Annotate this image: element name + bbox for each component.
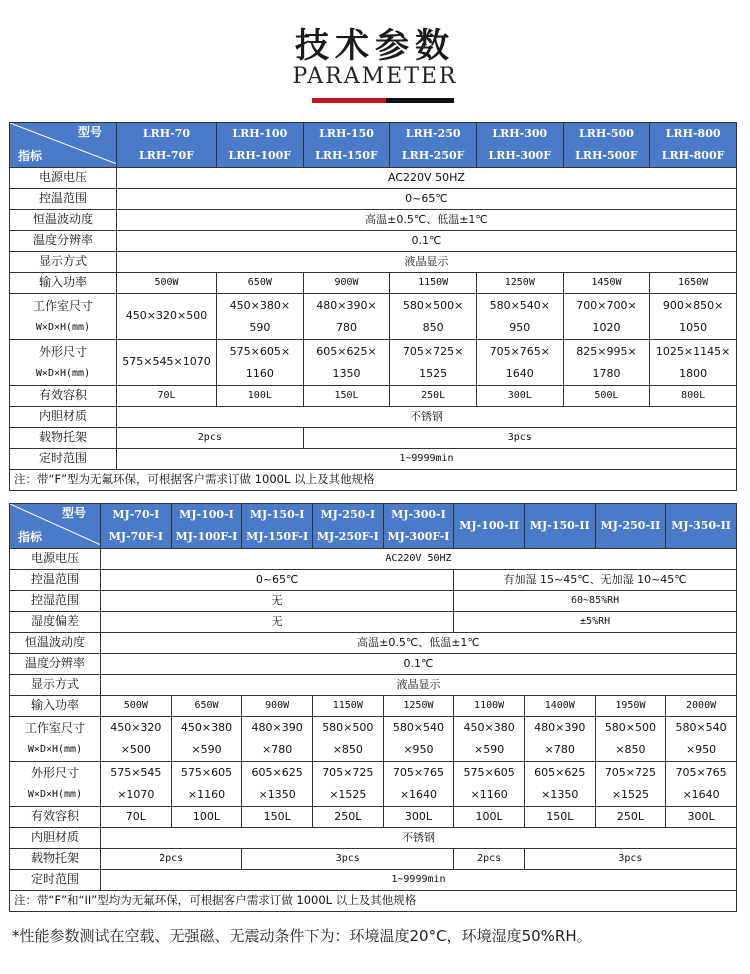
cell-value: 不锈钢	[101, 828, 737, 849]
cell-value: 1150W	[312, 696, 383, 717]
cell-value: 800L	[650, 386, 737, 407]
row-label: 内胆材质	[10, 828, 101, 849]
row-label: 控湿范围	[10, 591, 101, 612]
cell-value: 100L	[454, 807, 525, 828]
cell-value: 900×850× 1050	[650, 294, 737, 340]
row-label: 显示方式	[10, 675, 101, 696]
cell-value: 605×625 ×1350	[524, 762, 595, 807]
model-header: MJ-70-I MJ-70F-I	[101, 504, 172, 549]
cell-value: 580×500 ×850	[312, 717, 383, 762]
model-header: LRH-500 LRH-500F	[563, 123, 650, 168]
spec-table-mj	[9, 503, 736, 912]
cell-value: 250L	[312, 807, 383, 828]
cell-value: 705×765 ×1640	[666, 762, 737, 807]
cell-value: 250L	[390, 386, 477, 407]
cell-value: 不锈钢	[117, 407, 737, 428]
row-label: 温度分辨率	[10, 654, 101, 675]
page-title: 技术参数	[295, 26, 455, 66]
cell-value: 100L	[171, 807, 242, 828]
row-label: 定时范围	[10, 870, 101, 891]
table-corner	[10, 123, 117, 168]
model-header: MJ-100-I MJ-100F-I	[171, 504, 242, 549]
model-header: LRH-70 LRH-70F	[117, 123, 217, 168]
cell-value: 450×380× 590	[217, 294, 304, 340]
table-note: 注：带“F”和“II”型均为无氟环保，可根据客户需求订做 1000L 以上及其他规格	[10, 891, 737, 912]
cell-value: 575×605 ×1160	[171, 762, 242, 807]
model-header: LRH-150 LRH-150F	[303, 123, 390, 168]
cell-value: 700×700× 1020	[563, 294, 650, 340]
cell-value: 705×725× 1525	[390, 340, 477, 386]
row-label: 有效容积	[10, 386, 117, 407]
cell-value: 100L	[217, 386, 304, 407]
cell-value: 无	[101, 612, 454, 633]
cell-value: 705×765 ×1640	[383, 762, 454, 807]
table-note: 注：带“F”型为无氟环保，可根据客户需求订做 1000L 以上及其他规格	[10, 470, 737, 491]
row-label: 湿度偏差	[10, 612, 101, 633]
cell-value: 2pcs	[101, 849, 242, 870]
cell-value: 1150W	[390, 273, 477, 294]
cell-value: 1650W	[650, 273, 737, 294]
cell-value: 450×380 ×590	[454, 717, 525, 762]
cell-value: 500L	[563, 386, 650, 407]
row-label: 内胆材质	[10, 407, 117, 428]
cell-value: 高温±0.5℃、低温±1℃	[101, 633, 737, 654]
row-label: 温度分辨率	[10, 231, 117, 252]
table-corner	[10, 504, 101, 549]
model-header: MJ-250-II	[595, 504, 666, 549]
cell-value: 1250W	[476, 273, 563, 294]
cell-value: 480×390 ×780	[242, 717, 313, 762]
model-header: LRH-800 LRH-800F	[650, 123, 737, 168]
cell-value: 1400W	[524, 696, 595, 717]
cell-value: 480×390 ×780	[524, 717, 595, 762]
row-label: 外形尺寸 W×D×H(mm)	[10, 340, 117, 386]
cell-value: 575×545 ×1070	[101, 762, 172, 807]
cell-value: 3pcs	[524, 849, 736, 870]
cell-value: 900W	[303, 273, 390, 294]
cell-value: 480×390× 780	[303, 294, 390, 340]
cell-value: 无	[101, 591, 454, 612]
cell-value: AC220V 50HZ	[101, 549, 737, 570]
row-label: 控温范围	[10, 189, 117, 210]
title-underline-black	[386, 98, 454, 103]
cell-value: 1100W	[454, 696, 525, 717]
cell-value: 1950W	[595, 696, 666, 717]
corner-index-label: 指标	[18, 149, 43, 164]
title-underline-red	[312, 98, 386, 103]
cell-value: 60~85%RH	[454, 591, 737, 612]
row-label: 输入功率	[10, 273, 117, 294]
cell-value: 2pcs	[454, 849, 525, 870]
cell-value: 高温±0.5℃、低温±1℃	[117, 210, 737, 231]
model-header: LRH-300 LRH-300F	[476, 123, 563, 168]
model-header: LRH-250 LRH-250F	[390, 123, 477, 168]
cell-value: 3pcs	[242, 849, 454, 870]
cell-value: 450×320 ×500	[101, 717, 172, 762]
model-header: MJ-350-II	[666, 504, 737, 549]
row-label: 工作室尺寸 W×D×H(mm)	[10, 294, 117, 340]
corner-index-label: 指标	[18, 530, 43, 545]
cell-value: 70L	[117, 386, 217, 407]
cell-value: 575×605× 1160	[217, 340, 304, 386]
model-header: MJ-300-I MJ-300F-I	[383, 504, 454, 549]
cell-value: 0.1℃	[117, 231, 737, 252]
row-label: 电源电压	[10, 549, 101, 570]
cell-value: 0~65℃	[117, 189, 737, 210]
cell-value: AC220V 50HZ	[117, 168, 737, 189]
row-label: 外形尺寸 W×D×H(mm)	[10, 762, 101, 807]
cell-value: 825×995× 1780	[563, 340, 650, 386]
row-label: 控温范围	[10, 570, 101, 591]
cell-value: 有加湿 15~45℃、无加湿 10~45℃	[454, 570, 737, 591]
cell-value: 580×500× 850	[390, 294, 477, 340]
row-label: 恒温波动度	[10, 210, 117, 231]
cell-value: 605×625× 1350	[303, 340, 390, 386]
cell-value: 0.1℃	[101, 654, 737, 675]
cell-value: 3pcs	[303, 428, 736, 449]
cell-value: 500W	[117, 273, 217, 294]
model-header: MJ-100-II	[454, 504, 525, 549]
cell-value: 450×380 ×590	[171, 717, 242, 762]
cell-value: 650W	[217, 273, 304, 294]
cell-value: 450×320×500	[117, 294, 217, 340]
cell-value: 705×765× 1640	[476, 340, 563, 386]
cell-value: 580×540 ×950	[383, 717, 454, 762]
row-label: 显示方式	[10, 252, 117, 273]
cell-value: 1250W	[383, 696, 454, 717]
cell-value: 575×605 ×1160	[454, 762, 525, 807]
cell-value: 70L	[101, 807, 172, 828]
cell-value: 580×500 ×850	[595, 717, 666, 762]
cell-value: 2pcs	[117, 428, 304, 449]
row-label: 载物托架	[10, 428, 117, 449]
cell-value: 250L	[595, 807, 666, 828]
cell-value: 580×540 ×950	[666, 717, 737, 762]
cell-value: 705×725 ×1525	[595, 762, 666, 807]
cell-value: ±5%RH	[454, 612, 737, 633]
cell-value: 650W	[171, 696, 242, 717]
cell-value: 液晶显示	[117, 252, 737, 273]
row-label: 输入功率	[10, 696, 101, 717]
row-label: 恒温波动度	[10, 633, 101, 654]
cell-value: 300L	[666, 807, 737, 828]
cell-value: 1025×1145× 1800	[650, 340, 737, 386]
row-label: 有效容积	[10, 807, 101, 828]
cell-value: 150L	[524, 807, 595, 828]
row-label: 定时范围	[10, 449, 117, 470]
cell-value: 2000W	[666, 696, 737, 717]
row-label: 载物托架	[10, 849, 101, 870]
cell-value: 500W	[101, 696, 172, 717]
cell-value: 150L	[242, 807, 313, 828]
cell-value: 300L	[476, 386, 563, 407]
corner-model-label: 型号	[77, 125, 102, 139]
footer-note: *性能参数测试在空载、无强磁、无震动条件下为：环境温度20°C，环境湿度50%RH。	[12, 927, 592, 945]
cell-value: 1450W	[563, 273, 650, 294]
cell-value: 300L	[383, 807, 454, 828]
cell-value: 580×540× 950	[476, 294, 563, 340]
cell-value: 1~9999min	[101, 870, 737, 891]
model-header: MJ-150-II	[524, 504, 595, 549]
model-header: LRH-100 LRH-100F	[217, 123, 304, 168]
cell-value: 150L	[303, 386, 390, 407]
cell-value: 575×545×1070	[117, 340, 217, 386]
row-label: 电源电压	[10, 168, 117, 189]
cell-value: 605×625 ×1350	[242, 762, 313, 807]
page-subtitle: PARAMETER	[292, 64, 458, 89]
cell-value: 900W	[242, 696, 313, 717]
cell-value: 液晶显示	[101, 675, 737, 696]
model-header: MJ-250-I MJ-250F-I	[312, 504, 383, 549]
corner-model-label: 型号	[61, 506, 86, 520]
model-header: MJ-150-I MJ-150F-I	[242, 504, 313, 549]
spec-table-lrh	[9, 122, 736, 491]
cell-value: 705×725 ×1525	[312, 762, 383, 807]
cell-value: 0~65℃	[101, 570, 454, 591]
row-label: 工作室尺寸 W×D×H(mm)	[10, 717, 101, 762]
cell-value: 1~9999min	[117, 449, 737, 470]
